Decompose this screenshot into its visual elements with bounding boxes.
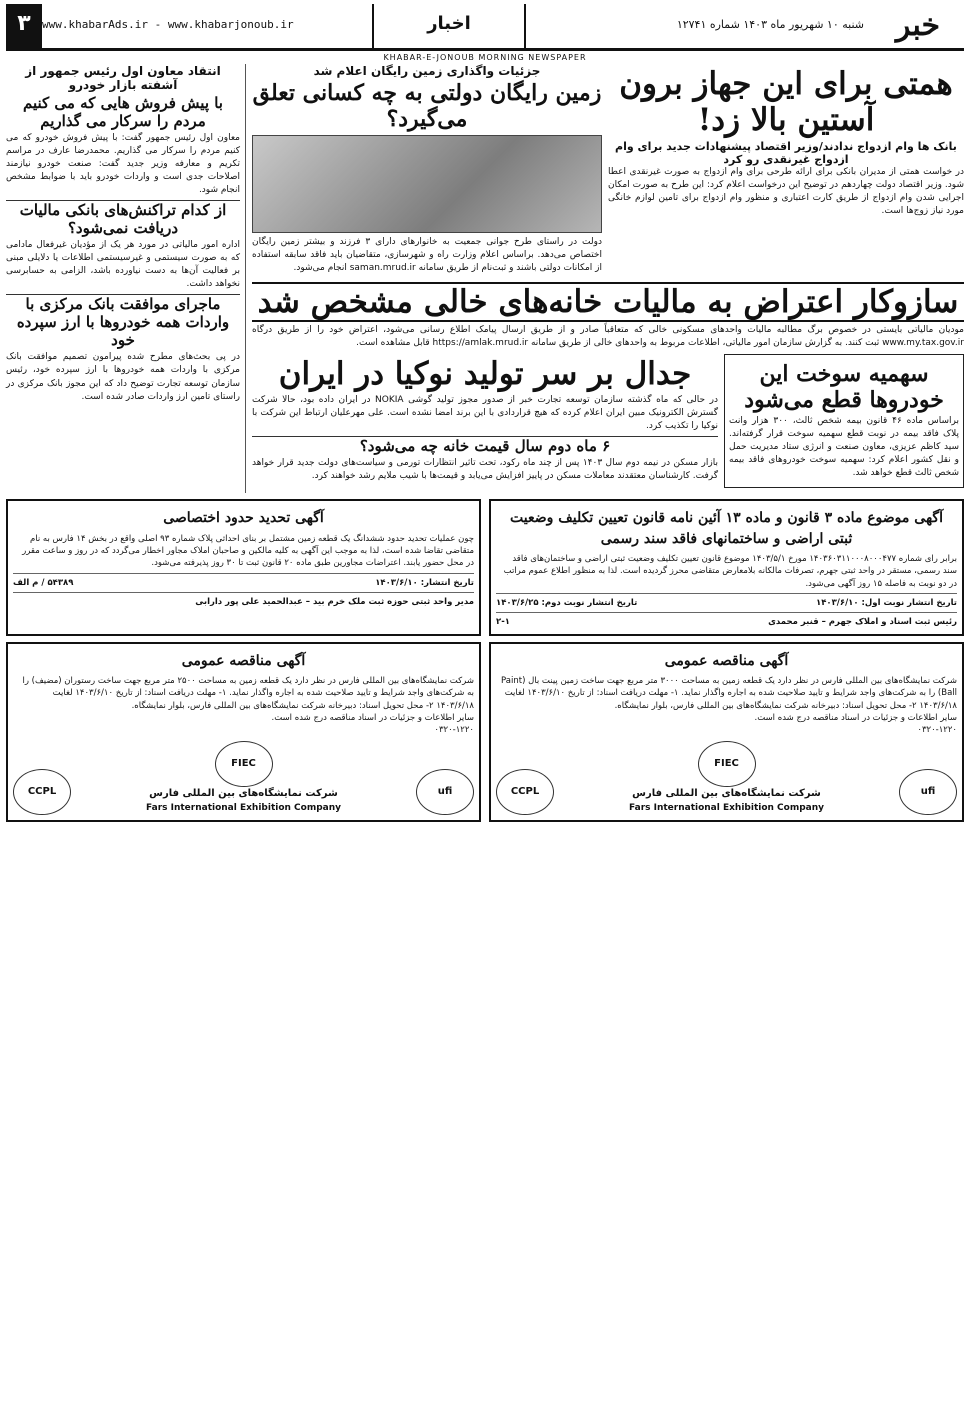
nokia-body: در حالی که ماه گذشته سازمان توسعه تجارت خبر از صدور مجوز تولید گوشی NOKIA در ایران داده بود، حالا شرکت گسترش الکترونیک مبین ایران اعلام کرده که هیچ قراردادی با این برند امضا نشده است. علی مهرعلیان ارتباط این شرکت با نوکیا را تکذیب کرد. bbox=[252, 395, 718, 432]
fuel-body: براساس ماده ۴۶ قانون بیمه شخص ثالث، ۳۰۰ هزار وانت پلاک فاقد بیمه در نوبت قطع سهمیه سوخت قرار گرفته‌اند. سید کاظم عزیزی، معاون صنعت و انرژی ستاد مدیریت حمل و نقل کشور اعلام کرد: سهمیه سوخت خودروهای فاقد بیمه شخص ثالث قطع خواهد شد. bbox=[729, 416, 959, 479]
lead-headline: همتی برای این جهاز برون آستین بالا زد! bbox=[619, 66, 953, 138]
ad-signer: رئیس ثبت اسناد و املاک جهرم – قنبر محمدی bbox=[768, 617, 957, 628]
ad-signer: مدیر واحد ثبتی حوزه ثبت ملک خرم بید – عبدالحمید علی پور دارابی bbox=[195, 597, 474, 608]
ad-code: ۲-۱ bbox=[496, 617, 510, 628]
newspaper-subtitle: KHABAR-E-JONOUB MORNING NEWSPAPER bbox=[383, 53, 587, 62]
ad-title: آگهی تحدید حدود اختصاصی bbox=[163, 510, 324, 527]
ufi-badge-icon: ufi bbox=[416, 769, 474, 815]
org-name: شرکت نمایشگاه‌های بین المللی فارس bbox=[149, 788, 338, 800]
website-urls: www.khabarAds.ir - www.khabarjonoub.ir bbox=[42, 18, 294, 31]
fiec-logo-icon: FIEC bbox=[698, 741, 756, 787]
section-title: اخبار bbox=[372, 4, 526, 48]
land-headline: زمین رایگان دولتی به چه کسانی تعلق می‌گیرد؟ bbox=[252, 80, 602, 132]
date-line: شنبه ۱۰ شهریور ماه ۱۴۰۳ شماره ۱۲۷۴۱ bbox=[676, 18, 864, 31]
import-body: در پی بحث‌های مطرح شده پیرامون تصمیم موافقت بانک مرکزی با واردات همه خودروها با ارز سپرده خود، رئیس سازمان توسعه تجارت توضیح داد که این مجوز بانک مرکزی در راستای تامین ارز واردات صادر شده است. bbox=[6, 352, 240, 402]
masthead bbox=[6, 4, 964, 51]
ad-footer-text: سایر اطلاعات و جزئیات در اسناد مناقصه درج شده است. bbox=[754, 712, 957, 723]
import-headline: ماجرای موافقت بانک مرکزی با واردات همه خودروها با ارز سپرده خود bbox=[6, 294, 240, 349]
construction-photo bbox=[252, 135, 602, 233]
ads-row-2 bbox=[6, 642, 964, 822]
main-column bbox=[252, 64, 964, 493]
tender-ad-paintball bbox=[489, 642, 964, 822]
lead-body: در خواست همتی از مدیران بانکی برای ارائه طرحی برای وام ازدواج به صورت غیرنقدی اعطا شود. وزیر اقتصاد دولت چهاردهم در توضیح این درخواست اعلام کرد: این طرح به صورت امکان اجرایی شدن وام ازدواج از طریق کارت اعتباری و منظور وام ازدواج برای تامین لوازم خانگی مورد نیاز زوج‌ها است. bbox=[608, 167, 964, 217]
bank-tax-body: اداره امور مالیاتی در مورد هر یک از مؤدیان غیرفعال مادامی که به صورت سیستمی و غیرسیستمی اطلاعات یا دلایلی مبنی بر فعالیت آن‌ها به دست نیاورده باشد، الزامی به حسابرسی نخواهد داشت. bbox=[6, 240, 240, 290]
ad-footer-text: سایر اطلاعات و جزئیات در اسناد مناقصه درج شده است. bbox=[271, 712, 474, 723]
ad-title: آگهی مناقصه عمومی bbox=[664, 652, 789, 669]
org-name: شرکت نمایشگاه‌های بین المللی فارس bbox=[632, 788, 821, 800]
car-headline: با پیش فروش هایی که می کنیم مردم را سرکار می گذاریم bbox=[23, 94, 223, 130]
ad-date-second: تاریخ انتشار نوبت دوم: ۱۴۰۳/۶/۲۵ bbox=[496, 598, 638, 608]
car-body: معاون اول رئیس جمهور گفت: با پیش فروش خودرو که می کنیم مردم را سرکار می گذاریم. محمدرضا عارف در مراسم تکریم و معارفه وزیر جدید گفت: صنعت خودرو نیازمند اصلاحات جدی است و واردات خودرو باید با ضوابط مشخص انجام شود. bbox=[6, 133, 240, 196]
fuel-story bbox=[724, 354, 964, 488]
land-story bbox=[252, 64, 602, 278]
nokia-headline: جدال بر سر تولید نوکیا در ایران bbox=[278, 356, 692, 393]
ad-body: چون عملیات تحدید حدود ششدانگ یک قطعه زمین مشتمل بر بنای احداثی پلاک شماره ۹۳ اصلی واقع در بخش ۱۴ فارس به نام متقاضی تقاضا شده است، لذا به موجب این آگهی به کلیه مالکین و صاحبان املاک مجاور اخطار می‌گردد که در روز و ساعت مقرر در محل حضور یابند. اعتراضات مجاورین طبق ماده ۲۰ قانون ثبت تا ۳۰ روز پذیرفته می‌شود. bbox=[22, 533, 474, 569]
ad-date: تاریخ انتشار: ۱۴۰۳/۶/۱۰ bbox=[375, 577, 474, 588]
tax-headline: سازوکار اعتراض به مالیات خانه‌های خالی مشخص شد bbox=[252, 282, 964, 322]
ufi-badge-icon: ufi bbox=[899, 769, 957, 815]
tax-body: مودیان مالیاتی بایستی در خصوص برگ مطالبه مالیات واحدهای مسکونی خالی که متعاقباً صادر و از طریق ارسال پیامک اطلاع رسانی می‌شود، اعتراض خود را از طریق درگاه www.my.tax.gov.ir ثبت کنند. به گزارش سازمان امور مالیاتی، اطلاعات مربوط به واحدهای خالی از طریق سامانه https://amlak.mrud.ir قابل مشاهده است. bbox=[252, 325, 964, 349]
page-number: ۳ bbox=[6, 4, 42, 48]
car-kicker: انتقاد معاون اول رئیس جمهور از آشفته بازار خودرو bbox=[25, 64, 221, 92]
legal-ad bbox=[489, 499, 964, 635]
org-name-en: Fars International Exhibition Company bbox=[146, 802, 342, 813]
fiec-logo-icon: FIEC bbox=[215, 741, 273, 787]
org-name-en: Fars International Exhibition Company bbox=[629, 802, 825, 813]
lead-subhead: بانک ها وام ازدواج ندادند/وزیر اقتصاد پیشنهادات جدید برای وام ازدواج غیرنقدی رو کرد bbox=[615, 140, 957, 166]
fuel-headline: سهمیه سوخت این خودروها قطع می‌شود bbox=[744, 361, 944, 414]
ad-body: شرکت نمایشگاه‌های بین المللی فارس در نظر دارد یک قطعه زمین به مساحت ۳۰۰۰ متر مربع جهت ساخت زمین پینت بال (Paint Ball) را به شرکت‌های واجد شرایط و تایید صلاحیت شده به اجاره واگذار نماید. ۱- مهلت دریافت اسناد: از تاریخ ۱۴۰۳/۶/۱۰ لغایت ۱۴۰۳/۶/۱۸ ۲- محل تحویل اسناد: دبیرخانه شرکت نمایشگاه‌های بین المللی فارس، بلوار نمایشگاه. bbox=[501, 675, 957, 711]
housing-headline: ۶ ماه دوم سال قیمت خانه چه می‌شود؟ bbox=[252, 436, 718, 455]
newspaper-logo: خبر bbox=[895, 8, 941, 43]
boundary-ad bbox=[6, 499, 481, 635]
land-kicker: جزئیات واگذاری زمین رایگان اعلام شد bbox=[313, 64, 541, 78]
left-column bbox=[6, 64, 246, 493]
ad-date-first: تاریخ انتشار نوبت اول: ۱۴۰۳/۶/۱۰ bbox=[816, 598, 957, 608]
tender-ad-restaurant bbox=[6, 642, 481, 822]
ads-row-1 bbox=[6, 499, 964, 635]
nokia-story bbox=[252, 354, 718, 493]
bank-tax-headline: از کدام تراکنش‌های بانکی مالیات دریافت نمی‌شود؟ bbox=[6, 200, 240, 237]
ad-body: برابر رای شماره ۱۴۰۳۶۰۳۱۱۰۰۰۸۰۰۰۴۷۷ مورخ ۱۴۰۳/۵/۱ موضوع قانون تعیین تکلیف وضعیت ثبتی اراضی و ساختمان‌های فاقد سند رسمی، مستقر در واحد ثبتی جهرم، تصرفات مالکانه بلامعارض متقاضی محرز گردیده است. لذا به منظور اطلاع عموم مراتب در دو نوبت به فاصله ۱۵ روز آگهی می‌شود. bbox=[503, 554, 957, 589]
ad-title: آگهی مناقصه عمومی bbox=[181, 652, 306, 669]
housing-body: بازار مسکن در نیمه دوم سال ۱۴۰۳ پس از چند ماه رکود، تحت تاثیر انتظارات تورمی و سیاست‌های دولت جدید قرار خواهد گرفت. کارشناسان معتقدند معاملات مسکن در پاییز افزایش می‌یابد و قیمت‌ها با شیب ملایم رشد خواهند کرد. bbox=[252, 458, 718, 482]
ad-code: ۰۳۲۰-۱۲۲۰ bbox=[917, 725, 957, 736]
ccpl-badge-icon: CCPL bbox=[496, 769, 554, 815]
ad-body: شرکت نمایشگاه‌های بین المللی فارس در نظر دارد یک قطعه زمین به مساحت ۲۵۰۰ متر مربع جهت ساخت رستوران (مضیف) را به شرکت‌های واجد شرایط و تایید صلاحیت شده به اجاره واگذار نماید. ۱- مهلت دریافت اسناد: از تاریخ ۱۴۰۳/۶/۱۰ لغایت ۱۴۰۳/۶/۱۸ ۲- محل تحویل اسناد: دبیرخانه شرکت نمایشگاه‌های بین المللی فارس، بلوار نمایشگاه. bbox=[22, 675, 474, 711]
land-body: دولت در راستای طرح جوانی جمعیت به خانوارهای دارای ۳ فرزند و بیشتر زمین رایگان اختصاص می‌دهد. براساس اعلام وزارت راه و شهرسازی، متقاضیان باید فاقد سابقه استفاده از امکانات دولتی باشند و ثبت‌نام از طریق سامانه saman.mrud.ir انجام می‌شود. bbox=[252, 237, 602, 274]
ccpl-badge-icon: CCPL bbox=[13, 769, 71, 815]
ad-code: ۵۴۳۸۹ / م الف bbox=[13, 577, 74, 588]
ad-title: آگهی موضوع ماده ۳ قانون و ماده ۱۳ آئین نامه قانون تعیین تکلیف وضعیت ثبتی اراضی و ساختمانهای فاقد سند رسمی bbox=[510, 510, 943, 547]
lead-story bbox=[608, 64, 964, 278]
ad-code: ۰۳۲۰-۱۲۲۰ bbox=[434, 725, 474, 736]
